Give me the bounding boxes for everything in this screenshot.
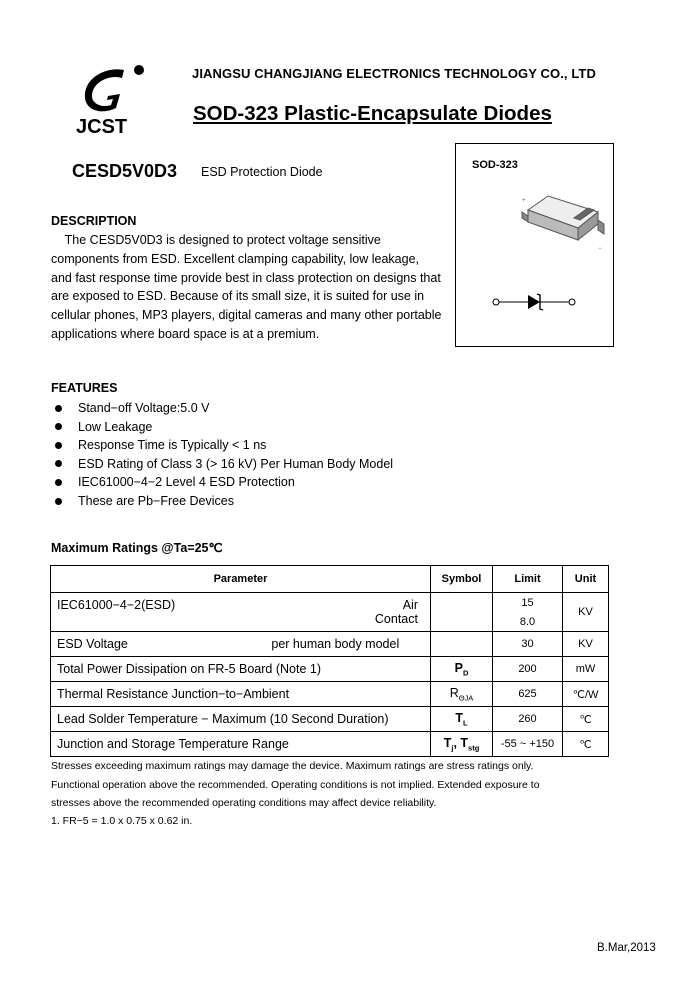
symbol-text: T	[455, 710, 464, 725]
feature-item	[51, 418, 393, 437]
feature-text: ESD Rating of Class 3 (> 16 kV) Per Human Body Model	[78, 456, 394, 471]
param-cell	[51, 593, 431, 632]
feature-item	[51, 436, 393, 455]
limit-cell: 8.0	[493, 612, 563, 632]
table-row	[51, 732, 609, 757]
description-line: are exposed to ESD. Because of its small size, it is suited for use in	[51, 289, 425, 304]
symbol-cell	[431, 657, 493, 682]
footer-date: B.Mar,2013	[597, 942, 656, 954]
svg-text:−: −	[598, 246, 602, 252]
symbol-cell	[431, 682, 493, 707]
note-line: Stresses exceeding maximum ratings may damage the device. Maximum ratings are stress ratings only.	[51, 760, 534, 772]
param-cell: Junction and Storage Temperature Range	[51, 732, 431, 757]
feature-text: Stand−off Voltage:5.0 V	[78, 401, 210, 415]
symbol-text: T	[443, 735, 452, 750]
table-row	[51, 593, 609, 613]
limit-cell: -55 ~ +150	[493, 732, 563, 757]
bullet-icon	[55, 405, 62, 412]
table-row	[51, 707, 609, 732]
header-symbol: Symbol	[431, 566, 493, 593]
feature-text: Response Time is Typically < 1 ns	[78, 438, 267, 453]
bullet-icon	[55, 479, 62, 486]
logo-text: JCST	[76, 116, 128, 138]
table-row	[51, 682, 609, 707]
limit-cell: 15	[493, 593, 563, 613]
feature-item	[51, 399, 393, 418]
company-name: JIANGSU CHANGJIANG ELECTRONICS TECHNOLOGY CO., LTD	[192, 66, 596, 81]
symbol-subscript: D	[462, 668, 469, 678]
package-box	[455, 143, 614, 347]
description-line: cellular phones, MP3 players, digital cameras and many other portable	[51, 308, 442, 323]
description-body	[51, 231, 451, 344]
document-title: SOD-323 Plastic-Encapsulate Diodes	[193, 102, 552, 125]
symbol-text: T	[460, 735, 469, 750]
symbol-text: R	[449, 685, 459, 700]
bullet-icon	[55, 498, 62, 505]
unit-cell: KV	[563, 632, 609, 657]
note-line: 1. FR−5 = 1.0 x 0.75 x 0.62 in.	[51, 815, 193, 827]
feature-item	[51, 473, 393, 492]
table-row	[51, 632, 609, 657]
symbol-subscript: L	[463, 718, 468, 728]
symbol-cell	[431, 593, 493, 632]
unit-cell: KV	[563, 593, 609, 632]
param-condition: per human body model	[271, 637, 400, 651]
symbol-subscript: ΘJA	[458, 693, 474, 703]
header-parameter: Parameter	[51, 566, 431, 593]
package-drawing	[514, 182, 606, 272]
limit-cell: 260	[493, 707, 563, 732]
header-unit: Unit	[563, 566, 609, 593]
part-number: CESD5V0D3	[72, 161, 178, 181]
feature-item	[51, 492, 393, 511]
max-ratings-heading: Maximum Ratings @Ta=25℃	[51, 541, 223, 555]
param-text: ESD Voltage	[57, 637, 128, 651]
package-label: SOD-323	[472, 159, 518, 171]
unit-cell: ℃	[563, 707, 609, 732]
diode-symbol	[484, 284, 584, 320]
symbol-text: P	[454, 660, 463, 675]
header-limit: Limit	[493, 566, 563, 593]
bullet-icon	[55, 442, 62, 449]
symbol-separator: ,	[453, 735, 461, 750]
param-cell: Thermal Resistance Junction−to−Ambient	[51, 682, 431, 707]
features-heading: FEATURES	[51, 381, 118, 395]
feature-text: IEC61000−4−2 Level 4 ESD Protection	[78, 475, 295, 490]
unit-cell: mW	[563, 657, 609, 682]
table-header-row	[51, 566, 609, 593]
feature-text: Low Leakage	[78, 419, 153, 434]
param-condition: Contact	[374, 612, 418, 626]
symbol-cell	[431, 707, 493, 732]
max-ratings-table	[50, 565, 609, 757]
param-cell: Total Power Dissipation on FR-5 Board (Note 1)	[51, 657, 431, 682]
part-description: ESD Protection Diode	[201, 165, 323, 179]
note-line: stresses above the recommended operating conditions may affect device reliability.	[51, 797, 437, 809]
description-heading: DESCRIPTION	[51, 214, 137, 228]
note-line: Functional operation above the recommended. Operating conditions is not implied. Extended exposure to	[51, 779, 540, 791]
param-line	[57, 598, 430, 612]
limit-cell: 30	[493, 632, 563, 657]
description-line: components from ESD. Excellent clamping capability, low leakage,	[51, 251, 419, 266]
param-cell	[51, 632, 431, 657]
description-line: and fast response time provide best in class protection on designs that	[51, 270, 441, 285]
unit-cell: ℃/W	[563, 682, 609, 707]
description-line: applications where board space is at a premium.	[51, 326, 320, 341]
svg-text:+: +	[522, 198, 526, 204]
features-list	[51, 399, 393, 511]
param-cell: Lead Solder Temperature − Maximum (10 Second Duration)	[51, 707, 431, 732]
limit-cell: 625	[493, 682, 563, 707]
symbol-subscript: j	[451, 743, 454, 753]
symbol-cell	[431, 632, 493, 657]
bullet-icon	[55, 460, 62, 467]
feature-item	[51, 455, 393, 474]
symbol-subscript: stg	[468, 743, 480, 753]
symbol-cell	[431, 732, 493, 757]
table-row	[51, 657, 609, 682]
feature-text: These are Pb−Free Devices	[78, 493, 234, 508]
bullet-icon	[55, 423, 62, 430]
param-condition: Air	[402, 598, 418, 612]
description-line: The CESD5V0D3 is designed to protect voltage sensitive	[51, 233, 381, 247]
param-text: IEC61000−4−2(ESD)	[57, 598, 176, 612]
unit-cell: ℃	[563, 732, 609, 757]
limit-cell: 200	[493, 657, 563, 682]
company-logo	[72, 60, 152, 140]
